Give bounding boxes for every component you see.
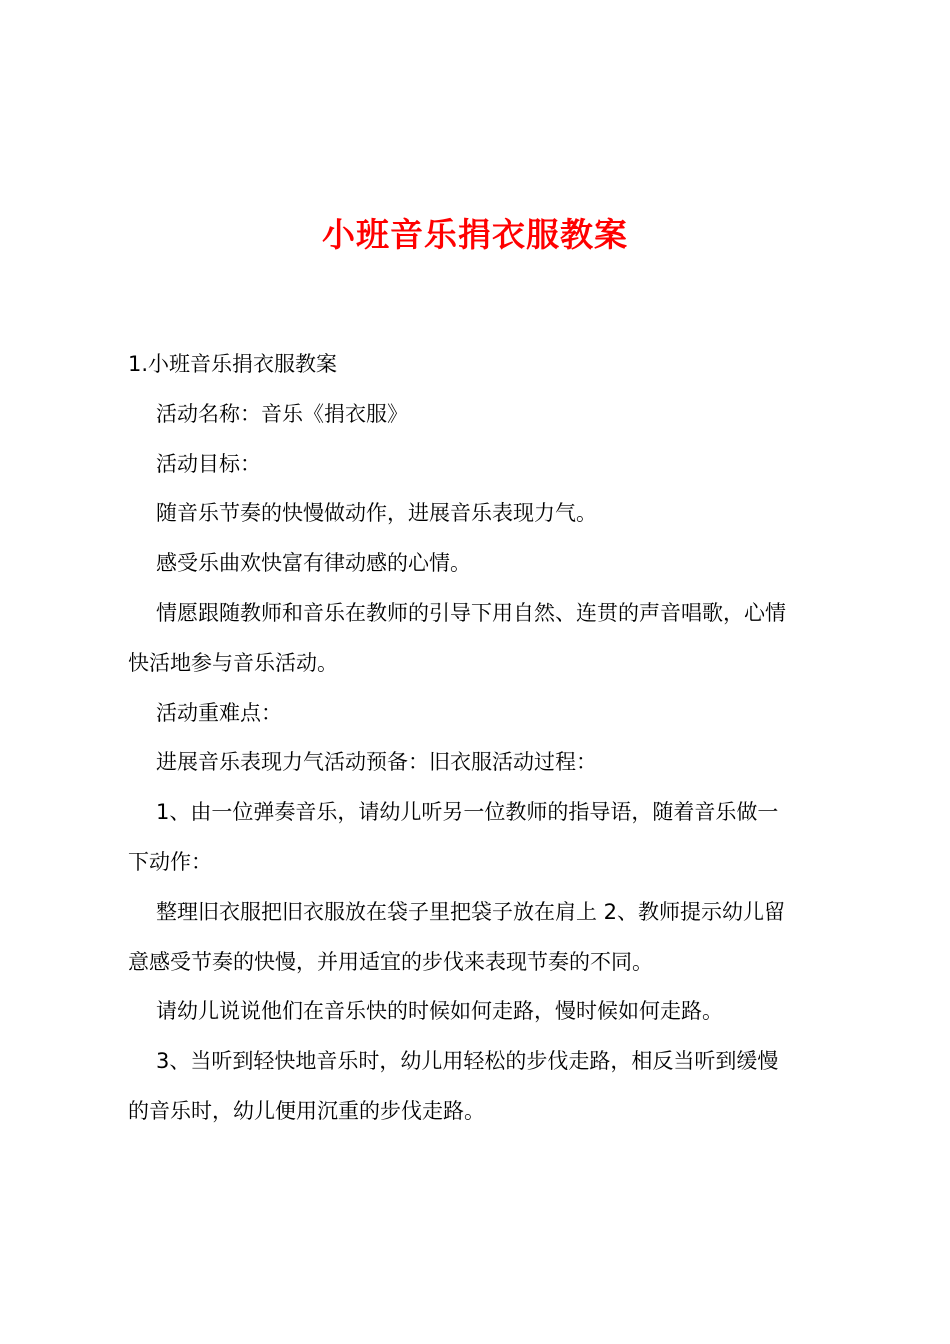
paragraph-line: 活动目标： <box>156 451 261 476</box>
paragraph-line: 整理旧衣服把旧衣服放在袋子里把袋子放在肩上 2、教师提示幼儿留 <box>156 899 786 924</box>
paragraph-line: 进展音乐表现力气活动预备：旧衣服活动过程： <box>156 750 597 775</box>
paragraph-line: 意感受节奏的快慢，并用适宜的步伐来表现节奏的不同。 <box>128 949 653 974</box>
paragraph-line: 下动作： <box>128 849 212 874</box>
document-title: 小班音乐捐衣服教案 <box>322 215 628 254</box>
paragraph <box>128 689 833 739</box>
paragraph-line: 1、由一位弹奏音乐，请幼儿听另一位教师的指导语，随着音乐做一 <box>156 800 779 825</box>
paragraph <box>128 1037 833 1137</box>
paragraph <box>128 340 833 390</box>
paragraph-line: 情愿跟随教师和音乐在教师的引导下用自然、连贯的声音唱歌，心情 <box>156 600 786 625</box>
paragraph-line: 随音乐节奏的快慢做动作，进展音乐表现力气。 <box>156 501 597 526</box>
paragraph <box>128 589 833 689</box>
paragraph <box>128 888 833 988</box>
document-body <box>128 340 833 1137</box>
paragraph <box>128 788 833 888</box>
paragraph-line: 感受乐曲欢快富有律动感的心情。 <box>156 551 471 576</box>
paragraph <box>128 489 833 539</box>
paragraph <box>128 440 833 490</box>
paragraph <box>128 987 833 1037</box>
paragraph-line: 的音乐时，幼儿便用沉重的步伐走路。 <box>128 1098 485 1123</box>
paragraph-line: 快活地参与音乐活动。 <box>128 650 338 675</box>
paragraph-line: 活动重难点： <box>156 700 282 725</box>
paragraph-line: 请幼儿说说他们在音乐快的时候如何走路，慢时候如何走路。 <box>156 999 723 1024</box>
paragraph-line: 3、当听到轻快地音乐时，幼儿用轻松的步伐走路，相反当听到缓慢 <box>156 1049 779 1074</box>
paragraph <box>128 539 833 589</box>
paragraph-line: 1.小班音乐捐衣服教案 <box>128 352 338 376</box>
paragraph <box>128 738 833 788</box>
paragraph-line: 活动名称：音乐《捐衣服》 <box>156 401 408 426</box>
paragraph <box>128 390 833 440</box>
